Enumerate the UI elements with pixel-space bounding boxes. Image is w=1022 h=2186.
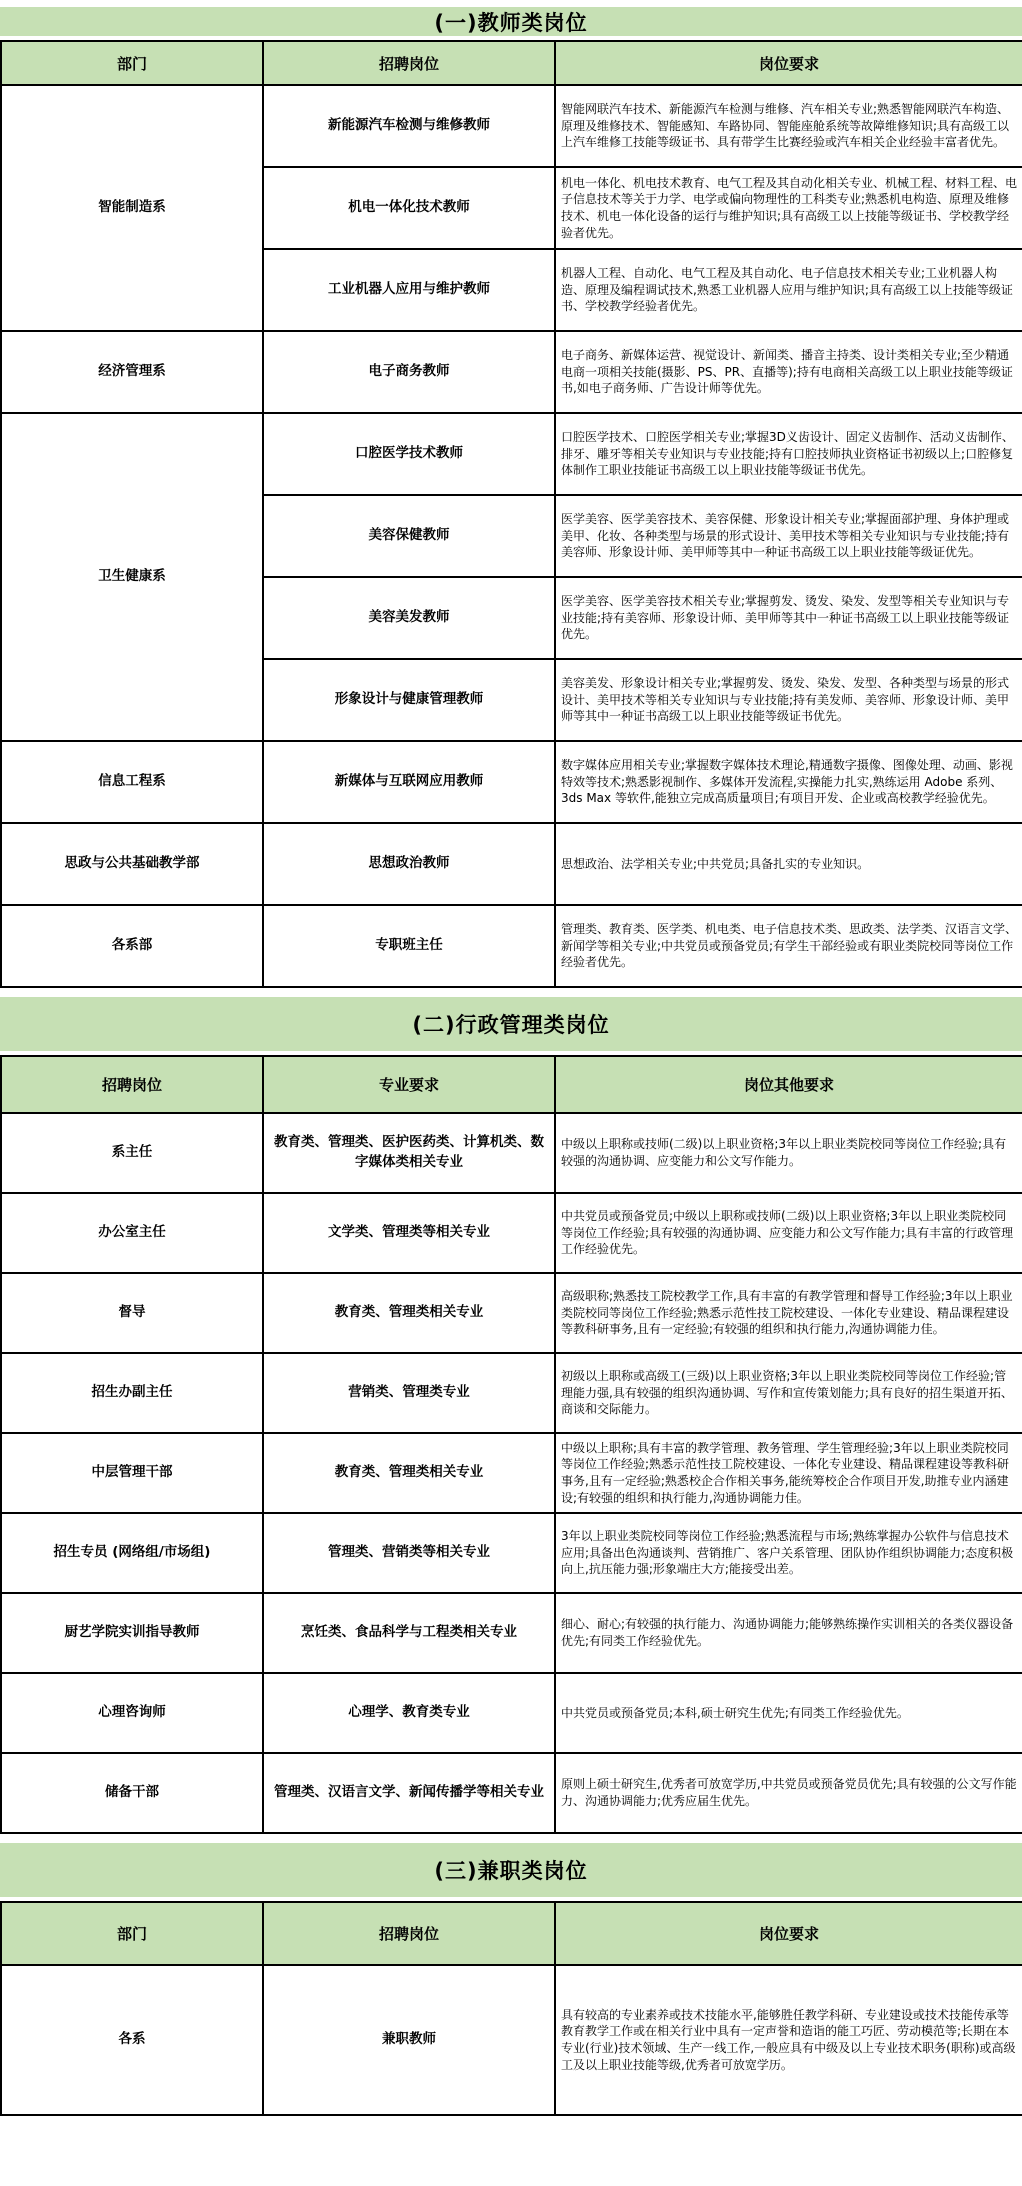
position-cell: 招生办副主任 <box>1 1353 263 1433</box>
position-cell: 美容保健教师 <box>263 495 555 577</box>
column-header: 岗位其他要求 <box>555 1056 1022 1113</box>
table-row <box>1 823 1022 905</box>
position-cell: 新能源汽车检测与维修教师 <box>263 85 555 167</box>
requirement-cell: 机器人工程、自动化、电气工程及其自动化、电子信息技术相关专业;工业机器人构造、原理及编程调试技术,熟悉工业机器人应用与维护知识;具有高级工以上技能等级证书、学校教学经验者优先。 <box>555 249 1022 331</box>
requirement-cell: 中共党员或预备党员;本科,硕士研究生优先;有同类工作经验优先。 <box>555 1673 1022 1753</box>
position-cell: 口腔医学技术教师 <box>263 413 555 495</box>
section-admin-positions <box>0 997 1022 1834</box>
header-row <box>1 41 1022 85</box>
major-cell: 教育类、管理类相关专业 <box>263 1433 555 1513</box>
requirement-cell: 管理类、教育类、医学类、机电类、电子信息技术类、思政类、法学类、汉语言文学、新闻学等相关专业;中共党员或预备党员;有学生干部经验或有职业类院校同等岗位工作经验者优先。 <box>555 905 1022 987</box>
dept-cell: 思政与公共基础教学部 <box>1 823 263 905</box>
requirement-cell: 3年以上职业类院校同等岗位工作经验;熟悉流程与市场;熟练掌握办公软件与信息技术应用;具备出色沟通谈判、营销推广、客户关系管理、团队协作组织协调能力;态度积极向上,抗压能力强;形象端庄大方;能接受出差。 <box>555 1513 1022 1593</box>
major-cell: 烹饪类、食品科学与工程类相关专业 <box>263 1593 555 1673</box>
requirement-cell: 中共党员或预备党员;中级以上职称或技师(二级)以上职业资格;3年以上职业类院校同等岗位工作经验;具有较强的沟通协调、应变能力和公文写作能力;具有丰富的行政管理工作经验优先。 <box>555 1193 1022 1273</box>
column-header: 招聘岗位 <box>1 1056 263 1113</box>
requirement-cell: 电子商务、新媒体运营、视觉设计、新闻类、播音主持类、设计类相关专业;至少精通电商一项相关技能(摄影、PS、PR、直播等);持有电商相关高级工以上职业技能等级证书,如电子商务师、广告设计师等优先。 <box>555 331 1022 413</box>
dept-cell: 信息工程系 <box>1 741 263 823</box>
parttime-positions-table <box>0 1901 1022 2116</box>
major-cell: 教育类、管理类相关专业 <box>263 1273 555 1353</box>
dept-cell: 各系部 <box>1 905 263 987</box>
requirement-cell: 口腔医学技术、口腔医学相关专业;掌握3D义齿设计、固定义齿制作、活动义齿制作、排牙、雕牙等相关专业知识与专业技能;持有口腔技师执业资格证书初级以上;口腔修复体制作工职业技能证书高级工以上职业技能等级证书优先。 <box>555 413 1022 495</box>
position-cell: 专职班主任 <box>263 905 555 987</box>
position-cell: 兼职教师 <box>263 1965 555 2115</box>
position-cell: 厨艺学院实训指导教师 <box>1 1593 263 1673</box>
requirement-cell: 医学美容、医学美容技术、美容保健、形象设计相关专业;掌握面部护理、身体护理或美甲、化妆、各种类型与场景的形式设计、美甲技术等相关专业知识与专业技能;持有美容师、形象设计师、美甲师等其中一种证书高级工以上职业技能等级证优先。 <box>555 495 1022 577</box>
requirement-cell: 思想政治、法学相关专业;中共党员;具备扎实的专业知识。 <box>555 823 1022 905</box>
requirement-cell: 美容美发、形象设计相关专业;掌握剪发、烫发、染发、发型、各种类型与场景的形式设计、美甲技术等相关专业知识与专业技能;持有美发师、美容师、形象设计师、美甲师等其中一种证书高级工以上职业技能等级证书优先。 <box>555 659 1022 741</box>
column-header: 专业要求 <box>263 1056 555 1113</box>
position-cell: 机电一体化技术教师 <box>263 167 555 249</box>
major-cell: 管理类、营销类等相关专业 <box>263 1513 555 1593</box>
requirement-cell: 智能网联汽车技术、新能源汽车检测与维修、汽车相关专业;熟悉智能网联汽车构造、原理及维修技术、智能感知、车路协同、智能座舱系统等故障维修知识;具有高级工以上汽车维修工技能等级证书、具有带学生比赛经验或汽车相关企业经验丰富者优先。 <box>555 85 1022 167</box>
table-row <box>1 331 1022 413</box>
major-cell: 教育类、管理类、医护医药类、计算机类、数字媒体类相关专业 <box>263 1113 555 1193</box>
requirement-cell: 中级以上职称;具有丰富的教学管理、教务管理、学生管理经验;3年以上职业类院校同等岗位工作经验;熟悉示范性技工院校建设、一体化专业建设、精品课程建设等教科研事务,且有一定经验;熟悉校企合作相关事务,能统筹校企合作项目开发,助推专业内涵建设;有较强的组织和执行能力,沟通协调能力佳。 <box>555 1433 1022 1513</box>
requirement-cell: 机电一体化、机电技术教育、电气工程及其自动化相关专业、机械工程、材料工程、电子信息技术等关于力学、电学或偏向物理性的工科类专业;熟悉机电构造、原理及维修技术、机电一体化设备的运行与维护知识;具有高级工以上技能等级证书、学校教学经验者优先。 <box>555 167 1022 249</box>
column-header: 部门 <box>1 41 263 85</box>
table-row <box>1 1673 1022 1753</box>
column-header: 招聘岗位 <box>263 41 555 85</box>
table-row <box>1 1433 1022 1513</box>
position-cell: 形象设计与健康管理教师 <box>263 659 555 741</box>
position-cell: 招生专员 (网络组/市场组) <box>1 1513 263 1593</box>
column-header: 岗位要求 <box>555 41 1022 85</box>
requirement-cell: 高级职称;熟悉技工院校教学工作,具有丰富的有教学管理和督导工作经验;3年以上职业类院校同等岗位工作经验;熟悉示范性技工院校建设、一体化专业建设、精品课程建设等教科研事务,且有一定经验;有较强的组织和执行能力,沟通协调能力佳。 <box>555 1273 1022 1353</box>
column-header: 招聘岗位 <box>263 1902 555 1965</box>
major-cell: 管理类、汉语言文学、新闻传播学等相关专业 <box>263 1753 555 1833</box>
position-cell: 心理咨询师 <box>1 1673 263 1753</box>
dept-cell: 经济管理系 <box>1 331 263 413</box>
section-teacher-positions <box>0 7 1022 988</box>
major-cell: 文学类、管理类等相关专业 <box>263 1193 555 1273</box>
table-row <box>1 1593 1022 1673</box>
table-row <box>1 1513 1022 1593</box>
major-cell: 心理学、教育类专业 <box>263 1673 555 1753</box>
table-row <box>1 741 1022 823</box>
requirement-cell: 初级以上职称或高级工(三级)以上职业资格;3年以上职业类院校同等岗位工作经验;管理能力强,具有较强的组织沟通协调、写作和宣传策划能力;具有良好的招生渠道开拓、商谈和交际能力。 <box>555 1353 1022 1433</box>
column-header: 部门 <box>1 1902 263 1965</box>
header-row <box>1 1902 1022 1965</box>
table-row <box>1 1965 1022 2115</box>
section-parttime-positions <box>0 1843 1022 2116</box>
table-row <box>1 85 1022 167</box>
table-row <box>1 905 1022 987</box>
dept-cell: 智能制造系 <box>1 85 263 331</box>
position-cell: 储备干部 <box>1 1753 263 1833</box>
teacher-positions-table <box>0 40 1022 988</box>
table-row <box>1 413 1022 495</box>
position-cell: 中层管理干部 <box>1 1433 263 1513</box>
dept-cell: 各系 <box>1 1965 263 2115</box>
section-title-parttime: (三)兼职类岗位 <box>0 1843 1022 1897</box>
table-row <box>1 1193 1022 1273</box>
position-cell: 新媒体与互联网应用教师 <box>263 741 555 823</box>
position-cell: 工业机器人应用与维护教师 <box>263 249 555 331</box>
position-cell: 美容美发教师 <box>263 577 555 659</box>
section-title-admin: (二)行政管理类岗位 <box>0 997 1022 1051</box>
table-row <box>1 1113 1022 1193</box>
column-header: 岗位要求 <box>555 1902 1022 1965</box>
section-title-teacher: (一)教师类岗位 <box>0 7 1022 36</box>
requirement-cell: 中级以上职称或技师(二级)以上职业资格;3年以上职业类院校同等岗位工作经验;具有较强的沟通协调、应变能力和公文写作能力。 <box>555 1113 1022 1193</box>
header-row <box>1 1056 1022 1113</box>
position-cell: 思想政治教师 <box>263 823 555 905</box>
major-cell: 营销类、管理类专业 <box>263 1353 555 1433</box>
dept-cell: 卫生健康系 <box>1 413 263 741</box>
requirement-cell: 医学美容、医学美容技术相关专业;掌握剪发、烫发、染发、发型等相关专业知识与专业技能;持有美容师、形象设计师、美甲师等其中一种证书高级工以上职业技能等级证优先。 <box>555 577 1022 659</box>
requirement-cell: 数字媒体应用相关专业;掌握数字媒体技术理论,精通数字摄像、图像处理、动画、影视特效等技术;熟悉影视制作、多媒体开发流程,实操能力扎实,熟练运用 Adobe 系列、3ds Max 等软件,能独立完成高质量项目;有项目开发、企业或高校教学经验优先。 <box>555 741 1022 823</box>
table-row <box>1 1273 1022 1353</box>
position-cell: 系主任 <box>1 1113 263 1193</box>
requirement-cell: 细心、耐心;有较强的执行能力、沟通协调能力;能够熟练操作实训相关的各类仪器设备优先;有同类工作经验优先。 <box>555 1593 1022 1673</box>
admin-positions-table <box>0 1055 1022 1834</box>
position-cell: 督导 <box>1 1273 263 1353</box>
table-row <box>1 1353 1022 1433</box>
table-row <box>1 1753 1022 1833</box>
requirement-cell: 具有较高的专业素养或技术技能水平,能够胜任教学科研、专业建设或技术技能传承等教育教学工作或在相关行业中具有一定声誉和造诣的能工巧匠、劳动模范等;长期在本专业(行业)技术领域、生产一线工作,一般应具有中级及以上专业技术职务(职称)或高级工及以上职业技能等级,优秀者可放宽学历。 <box>555 1965 1022 2115</box>
position-cell: 办公室主任 <box>1 1193 263 1273</box>
position-cell: 电子商务教师 <box>263 331 555 413</box>
requirement-cell: 原则上硕士研究生,优秀者可放宽学历,中共党员或预备党员优先;具有较强的公文写作能力、沟通协调能力;优秀应届生优先。 <box>555 1753 1022 1833</box>
